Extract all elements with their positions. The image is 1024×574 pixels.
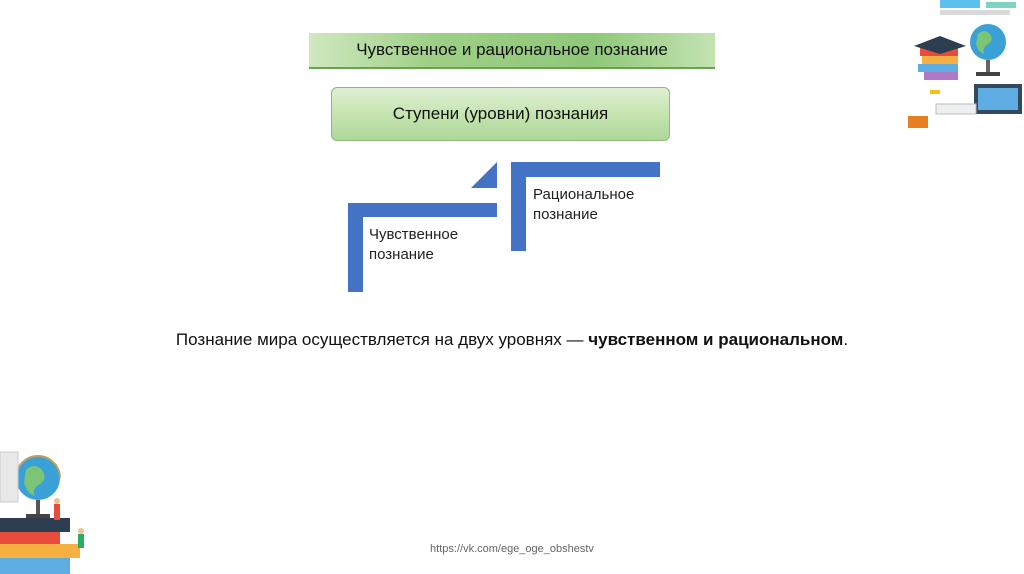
step-label-sensory: Чувственное познание — [369, 226, 459, 263]
statement-bold: чувственном и рациональном — [588, 330, 844, 349]
books-globe-illustration — [900, 0, 1024, 140]
statement-prefix: Познание мира осуществляется на двух уровнях — — [175, 330, 589, 349]
statement-text — [0, 330, 1024, 350]
statement-suffix: . — [843, 330, 849, 349]
globe-books-illustration — [0, 438, 100, 574]
step-label-rational: Рациональное познание — [533, 186, 635, 223]
stages-heading: Ступени (уровни) познания — [392, 104, 609, 123]
footer-url[interactable]: https://vk.com/ege_oge_obshestv — [430, 543, 594, 555]
slide-title: Чувственное и рациональное познание — [356, 40, 668, 59]
step-arrow-shape — [471, 162, 497, 188]
